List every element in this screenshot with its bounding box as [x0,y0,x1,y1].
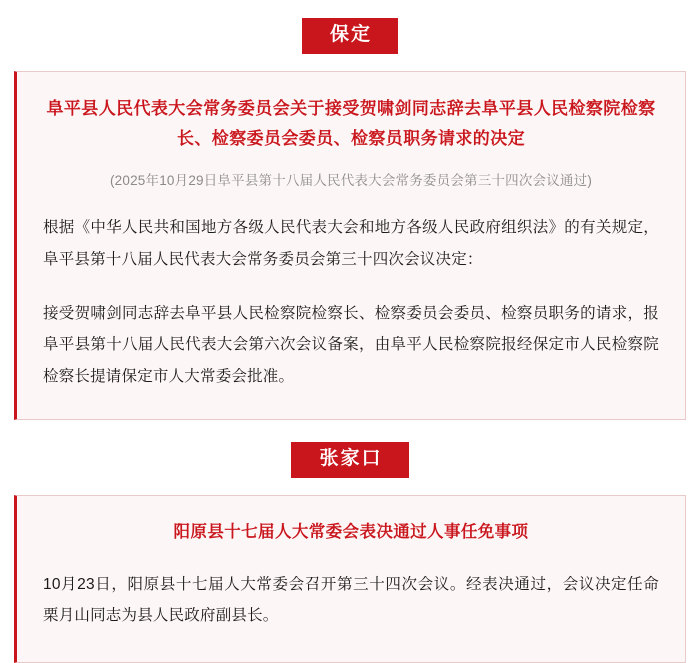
section-badge-row [0,420,700,478]
document-title: 阳原县十七届人大常委会表决通过人事任免事项 [173,522,529,541]
document-card-baoding [14,71,686,420]
section-badge-baoding: 保定 [302,18,398,54]
document-paragraph-1: 10月23日，阳原县十七届人大常委会召开第三十四次会议。经表决通过，会议决定任命栗月山同志为县人民政府副县长。 [43,575,659,625]
document-subtitle: (2025年10月29日阜平县第十八届人民代表大会常务委员会第三十四次会议通过) [109,173,593,189]
section-badge-zhangjiakou: 张家口 [291,442,408,478]
document-title: 阜平县人民代表大会常务委员会关于接受贺啸剑同志辞去阜平县人民检察院检察长、检察委员会委员、检察员职务请求的决定 [46,98,656,148]
section-badge-row [0,0,700,54]
document-paragraph-2: 接受贺啸剑同志辞去阜平县人民检察院检察长、检察委员会委员、检察员职务的请求，报阜平县第十八届人民代表大会第六次会议备案，由阜平人民检察院报经保定市人民检察院检察长提请保定市人大常委会批准。 [43,304,659,386]
document-paragraph-1: 根据《中华人民共和国地方各级人民代表大会和地方各级人民政府组织法》的有关规定，阜平县第十八届人民代表大会常务委员会第三十四次会议决定： [43,218,659,268]
document-card-zhangjiakou [14,495,686,663]
